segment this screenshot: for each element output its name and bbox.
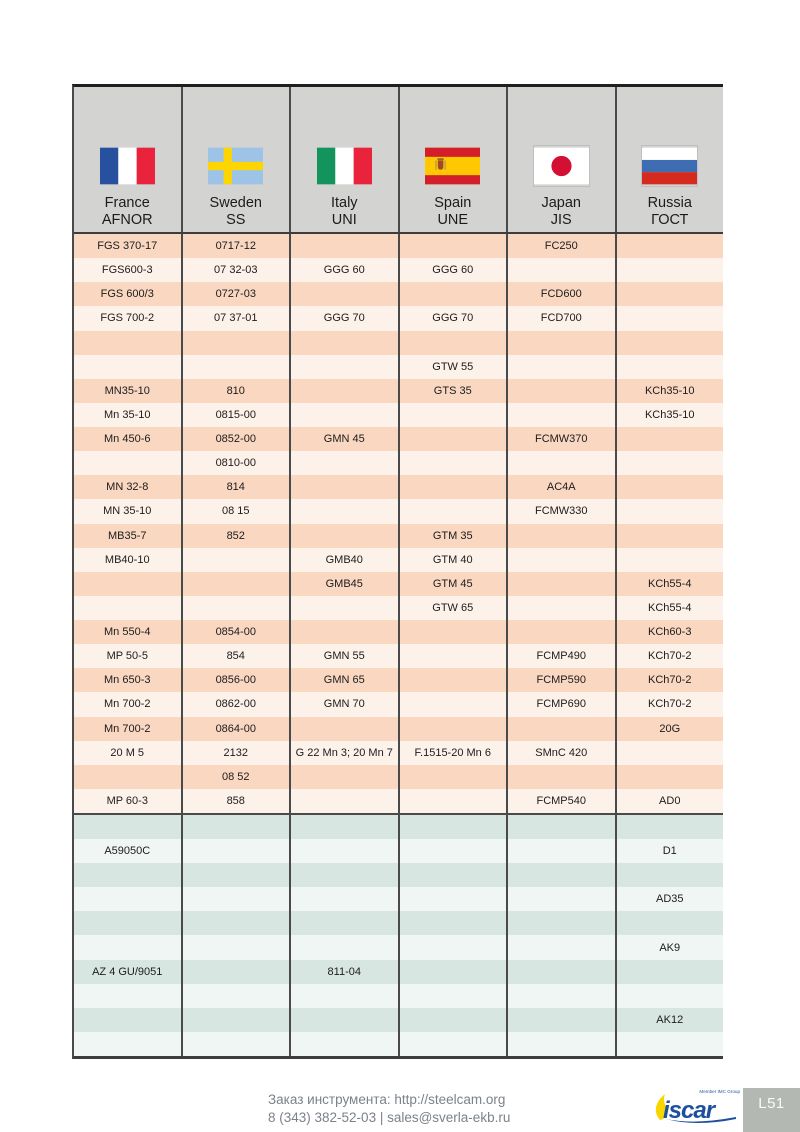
table-cell — [183, 1008, 292, 1032]
table-cell — [183, 935, 292, 959]
table-cell — [291, 984, 400, 1008]
table-cell: FCD700 — [508, 306, 617, 330]
table-row — [74, 935, 723, 959]
table-cell — [291, 596, 400, 620]
column-country-label: Sweden — [209, 195, 262, 211]
table-cell — [400, 863, 509, 887]
page-number-tab: L51 — [743, 1088, 800, 1132]
table-cell — [617, 765, 724, 789]
table-cell: KCh60-3 — [648, 626, 692, 639]
table-cell: GGG 60 — [291, 258, 400, 282]
table-cell — [617, 548, 724, 572]
table-cell: 0856-00 — [183, 668, 292, 692]
table-cell: 858 — [183, 789, 292, 813]
table-cell — [400, 644, 509, 668]
table-cell — [617, 499, 724, 523]
table-cell: FCMW370 — [508, 427, 617, 451]
table-cell — [508, 984, 617, 1008]
table-cell — [291, 331, 400, 355]
table-row — [74, 306, 723, 330]
table-cell — [74, 572, 183, 596]
table-cell: FCMP490 — [508, 644, 617, 668]
table-cell — [617, 355, 724, 379]
table-cell — [291, 789, 400, 813]
table-cell — [291, 234, 400, 258]
table-cell — [508, 839, 617, 863]
table-cell — [508, 620, 617, 644]
table-cell — [400, 475, 509, 499]
spain-flag-icon — [425, 146, 480, 186]
table-row — [74, 668, 723, 692]
table-cell: SMnC 420 — [508, 741, 617, 765]
table-cell: 810 — [183, 379, 292, 403]
table-cell: FCMP540 — [508, 789, 617, 813]
table-row — [74, 258, 723, 282]
table-cell — [400, 839, 509, 863]
table-cell — [291, 815, 400, 839]
table-cell: MP 50-5 — [74, 644, 183, 668]
table-cell — [183, 815, 292, 839]
table-row — [74, 524, 723, 548]
column-standard-label: ГОСТ — [651, 212, 689, 228]
svg-text:iscar: iscar — [663, 1097, 715, 1124]
table-cell — [400, 984, 509, 1008]
section-light-alloys — [74, 813, 723, 1056]
footer-order-line: Заказ инструмента: http://steelcam.org — [268, 1092, 506, 1107]
italy-flag-icon — [317, 146, 372, 186]
table-cell — [291, 475, 400, 499]
table-row — [74, 1008, 723, 1032]
table-cell: 0852-00 — [183, 427, 292, 451]
table-cell: FGS 700-2 — [74, 306, 183, 330]
table-cell: GMN 45 — [291, 427, 400, 451]
standards-equivalence-table — [72, 84, 723, 1059]
table-cell: MB35-7 — [74, 524, 183, 548]
table-row — [74, 620, 723, 644]
column-header — [508, 87, 617, 232]
table-cell: GTM 45 — [400, 572, 509, 596]
table-cell — [400, 620, 509, 644]
table-cell — [508, 355, 617, 379]
table-cell — [508, 935, 617, 959]
table-cell: 0862-00 — [183, 692, 292, 716]
table-cell: GTW 65 — [400, 596, 509, 620]
russia-flag-icon — [642, 146, 697, 186]
table-row — [74, 475, 723, 499]
column-country-label: Spain — [434, 195, 472, 211]
table-cell — [617, 282, 724, 306]
table-cell: FGS 370-17 — [74, 234, 183, 258]
table-header-row — [74, 87, 723, 234]
table-cell — [291, 620, 400, 644]
table-cell: FGS600-3 — [74, 258, 183, 282]
column-standard-label: SS — [226, 212, 246, 228]
table-cell — [291, 935, 400, 959]
table-cell: Mn 650-3 — [74, 668, 183, 692]
table-row — [74, 815, 723, 839]
table-cell: 0810-00 — [183, 451, 292, 475]
table-cell — [400, 935, 509, 959]
table-cell: AZ 4 GU/9051 — [74, 960, 183, 984]
table-cell: 852 — [183, 524, 292, 548]
table-cell — [291, 403, 400, 427]
table-cell — [183, 596, 292, 620]
table-cell — [508, 572, 617, 596]
table-cell — [74, 935, 183, 959]
table-cell — [74, 765, 183, 789]
table-cell — [508, 379, 617, 403]
table-body — [74, 234, 723, 1056]
table-cell — [400, 960, 509, 984]
table-row — [74, 741, 723, 765]
france-flag-icon — [100, 146, 155, 186]
table-row — [74, 427, 723, 451]
table-cell: FCD600 — [508, 282, 617, 306]
table-cell: FC250 — [508, 234, 617, 258]
column-header — [291, 87, 400, 232]
column-standard-label: JIS — [550, 212, 572, 228]
table-cell — [508, 1008, 617, 1032]
table-cell: Mn 550-4 — [74, 620, 183, 644]
table-cell: 0864-00 — [183, 717, 292, 741]
table-cell — [74, 331, 183, 355]
table-cell — [508, 451, 617, 475]
column-country-label: Japan — [541, 195, 581, 211]
table-cell: F.1515-20 Mn 6 — [400, 741, 509, 765]
logo-tagline: Member IMC Group — [699, 1089, 740, 1094]
table-cell — [508, 815, 617, 839]
table-cell — [508, 765, 617, 789]
table-cell: KCh70-2 — [648, 674, 692, 687]
table-cell — [400, 282, 509, 306]
table-cell — [291, 1032, 400, 1056]
table-cell: MN 35-10 — [74, 499, 183, 523]
table-cell — [617, 1032, 724, 1056]
table-cell — [74, 355, 183, 379]
table-cell — [400, 815, 509, 839]
table-cell — [183, 863, 292, 887]
footer-contact-block — [268, 1091, 510, 1126]
table-cell: MB40-10 — [74, 548, 183, 572]
table-cell — [617, 815, 724, 839]
table-cell — [508, 863, 617, 887]
table-row — [74, 692, 723, 716]
iscar-logo-icon — [652, 1086, 742, 1126]
table-cell: 0815-00 — [183, 403, 292, 427]
table-cell — [400, 499, 509, 523]
table-cell — [291, 1008, 400, 1032]
table-cell: 08 15 — [183, 499, 292, 523]
table-cell: 854 — [183, 644, 292, 668]
column-country-label: Russia — [647, 195, 692, 211]
table-cell: Mn 700-2 — [74, 692, 183, 716]
section-cast-iron — [74, 234, 723, 813]
column-header — [183, 87, 292, 232]
table-cell: D1 — [662, 845, 677, 858]
table-cell — [617, 475, 724, 499]
table-cell — [291, 765, 400, 789]
table-cell: A59050C — [74, 839, 183, 863]
table-row — [74, 451, 723, 475]
table-cell: 07 37-01 — [183, 306, 292, 330]
table-cell — [74, 1008, 183, 1032]
table-cell — [183, 331, 292, 355]
table-cell: KCh55-4 — [648, 577, 692, 590]
table-cell: FCMW330 — [508, 499, 617, 523]
table-cell — [291, 379, 400, 403]
table-cell: GMN 70 — [291, 692, 400, 716]
table-row — [74, 644, 723, 668]
table-cell — [508, 887, 617, 911]
table-row — [74, 355, 723, 379]
table-cell — [617, 451, 724, 475]
table-cell: GTS 35 — [400, 379, 509, 403]
table-row — [74, 548, 723, 572]
table-cell — [400, 234, 509, 258]
table-cell: AK12 — [656, 1013, 684, 1026]
table-cell: KCh70-2 — [648, 698, 692, 711]
table-cell: MN35-10 — [74, 379, 183, 403]
table-cell — [183, 960, 292, 984]
table-cell: 0854-00 — [183, 620, 292, 644]
table-cell: 20 M 5 — [74, 741, 183, 765]
table-cell — [508, 403, 617, 427]
table-row — [74, 765, 723, 789]
table-cell — [617, 331, 724, 355]
table-cell: 0717-12 — [183, 234, 292, 258]
table-row — [74, 403, 723, 427]
table-cell — [400, 717, 509, 741]
table-row — [74, 717, 723, 741]
table-cell — [400, 789, 509, 813]
table-cell — [617, 984, 724, 1008]
table-cell — [74, 887, 183, 911]
table-cell — [74, 451, 183, 475]
table-cell — [291, 863, 400, 887]
table-cell — [617, 258, 724, 282]
table-row — [74, 499, 723, 523]
table-cell: Mn 35-10 — [74, 403, 183, 427]
table-row — [74, 331, 723, 355]
table-cell: GTM 40 — [400, 548, 509, 572]
table-cell — [291, 355, 400, 379]
table-cell — [400, 692, 509, 716]
table-row — [74, 282, 723, 306]
table-cell — [400, 451, 509, 475]
table-cell: GMN 65 — [291, 668, 400, 692]
table-cell: AD0 — [659, 794, 681, 807]
table-cell — [183, 839, 292, 863]
table-cell — [291, 451, 400, 475]
table-cell — [74, 984, 183, 1008]
table-cell: GMB45 — [291, 572, 400, 596]
table-cell — [400, 403, 509, 427]
table-cell — [183, 911, 292, 935]
table-cell — [74, 911, 183, 935]
sweden-flag-icon — [208, 146, 263, 186]
table-cell — [508, 717, 617, 741]
table-cell — [291, 887, 400, 911]
table-cell — [508, 596, 617, 620]
table-cell: FCMP590 — [508, 668, 617, 692]
table-cell: MP 60-3 — [74, 789, 183, 813]
table-cell — [400, 427, 509, 451]
table-cell — [74, 863, 183, 887]
table-cell — [400, 1032, 509, 1056]
table-cell: 0727-03 — [183, 282, 292, 306]
table-row — [74, 887, 723, 911]
table-cell — [400, 887, 509, 911]
table-cell — [617, 960, 724, 984]
table-cell — [617, 911, 724, 935]
table-cell — [400, 668, 509, 692]
table-cell — [400, 1008, 509, 1032]
column-header — [74, 87, 183, 232]
column-country-label: France — [104, 195, 150, 211]
table-cell — [291, 282, 400, 306]
table-cell: G 22 Mn 3; 20 Mn 7 — [291, 741, 400, 765]
table-row — [74, 572, 723, 596]
table-cell: KCh35-10 — [644, 408, 695, 421]
table-row — [74, 984, 723, 1008]
table-row — [74, 234, 723, 258]
table-cell: GGG 70 — [400, 306, 509, 330]
table-row — [74, 596, 723, 620]
table-cell: AC4A — [508, 475, 617, 499]
table-cell — [400, 765, 509, 789]
table-cell: FCMP690 — [508, 692, 617, 716]
table-cell — [508, 911, 617, 935]
table-cell — [617, 427, 724, 451]
table-cell — [183, 548, 292, 572]
table-cell: GGG 60 — [400, 258, 509, 282]
table-cell: 07 32-03 — [183, 258, 292, 282]
table-cell — [291, 717, 400, 741]
table-cell: Mn 700-2 — [74, 717, 183, 741]
table-cell: GTW 55 — [400, 355, 509, 379]
table-cell — [400, 331, 509, 355]
column-header — [617, 87, 724, 232]
table-cell: 08 52 — [183, 765, 292, 789]
table-cell — [508, 960, 617, 984]
table-cell — [183, 984, 292, 1008]
table-cell — [617, 741, 724, 765]
table-row — [74, 839, 723, 863]
table-cell: 814 — [183, 475, 292, 499]
column-standard-label: UNE — [437, 212, 469, 228]
table-row — [74, 1032, 723, 1056]
table-cell — [291, 499, 400, 523]
table-cell — [291, 911, 400, 935]
table-cell: GMB40 — [291, 548, 400, 572]
column-header — [400, 87, 509, 232]
table-cell — [74, 1032, 183, 1056]
table-cell — [291, 839, 400, 863]
table-cell: KCh35-10 — [644, 384, 695, 397]
table-cell: AK9 — [659, 941, 681, 954]
table-row — [74, 863, 723, 887]
table-cell: MN 32-8 — [74, 475, 183, 499]
table-cell: Mn 450-6 — [74, 427, 183, 451]
table-cell — [508, 548, 617, 572]
column-standard-label: AFNOR — [101, 212, 153, 228]
table-cell: GGG 70 — [291, 306, 400, 330]
footer-contact-line: 8 (343) 382-52-03 | sales@sverla-ekb.ru — [268, 1109, 511, 1125]
table-cell: 811-04 — [291, 960, 400, 984]
column-country-label: Italy — [330, 195, 358, 211]
column-standard-label: UNI — [331, 212, 357, 228]
table-cell: KCh55-4 — [648, 601, 692, 614]
table-row — [74, 379, 723, 403]
table-row — [74, 911, 723, 935]
table-cell: KCh70-2 — [648, 650, 692, 663]
table-cell — [508, 331, 617, 355]
table-cell: GMN 55 — [291, 644, 400, 668]
table-row — [74, 789, 723, 813]
table-cell — [617, 234, 724, 258]
table-cell: 2132 — [183, 741, 292, 765]
table-cell: GTM 35 — [400, 524, 509, 548]
table-cell — [617, 306, 724, 330]
table-cell — [291, 524, 400, 548]
table-cell — [400, 911, 509, 935]
table-cell — [183, 1032, 292, 1056]
table-cell: FGS 600/3 — [74, 282, 183, 306]
table-cell — [183, 355, 292, 379]
japan-flag-icon — [534, 146, 589, 186]
table-cell — [508, 524, 617, 548]
table-cell — [617, 863, 724, 887]
table-cell — [183, 572, 292, 596]
table-cell — [617, 524, 724, 548]
table-cell: AD35 — [655, 893, 684, 906]
table-cell — [74, 815, 183, 839]
table-cell: 20G — [659, 722, 681, 735]
table-row — [74, 960, 723, 984]
table-cell — [508, 258, 617, 282]
table-cell — [74, 596, 183, 620]
table-cell — [183, 887, 292, 911]
table-cell — [508, 1032, 617, 1056]
